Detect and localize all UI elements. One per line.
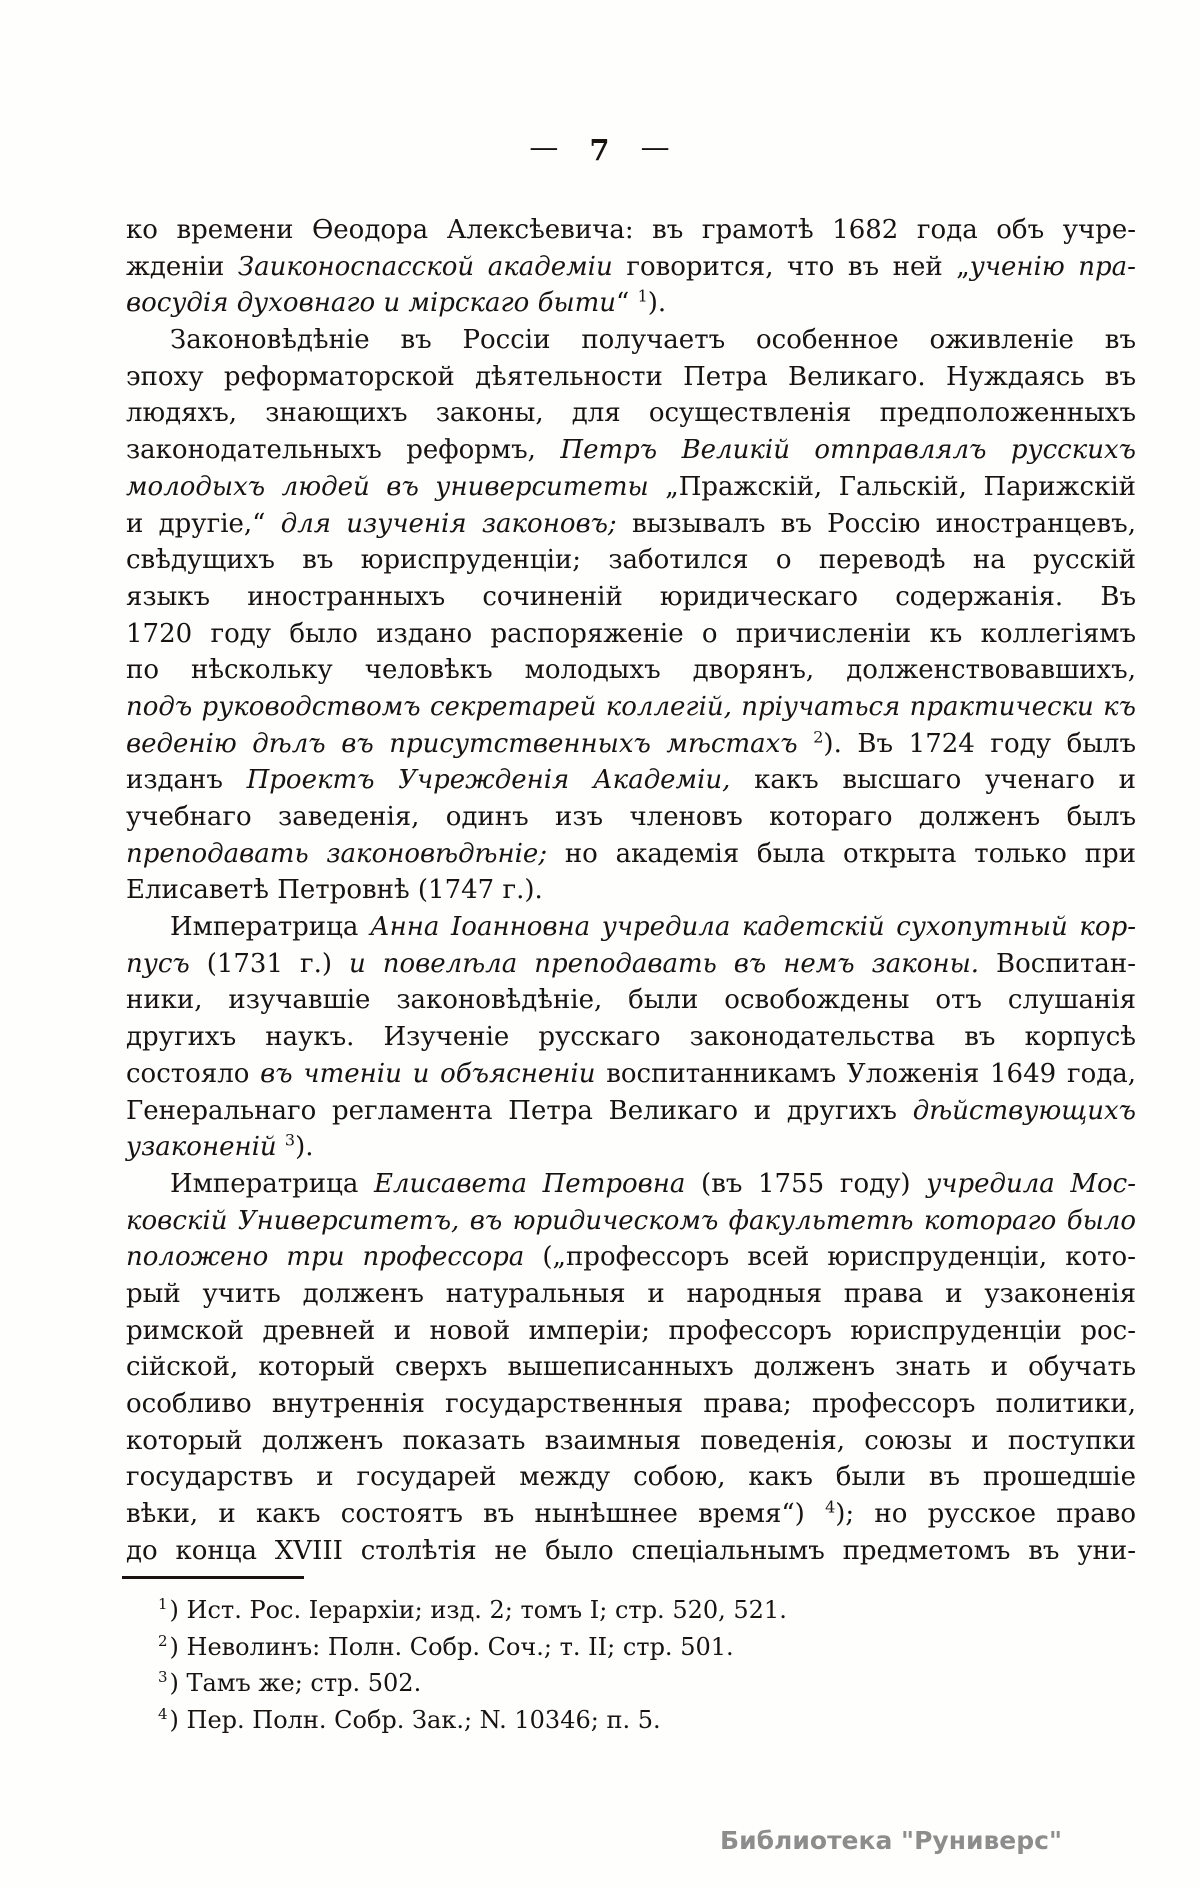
text-line: Императрица Анна Іоанновна учредила кадетскій сухопутный кор- xyxy=(170,912,1136,943)
footnote-text: ) Тамъ же; стр. 502. xyxy=(169,1669,422,1698)
text-line: Законовѣдѣніе въ Россіи получаетъ особенное оживленіе въ xyxy=(170,325,1136,356)
footnote xyxy=(126,1665,1136,1702)
page-number xyxy=(0,130,1200,167)
text-line: по нѣскольку человѣкъ молодыхъ дворянъ, долженствовавшихъ, xyxy=(126,655,1136,686)
text-line: особливо внутреннія государственныя права; профессоръ политики, xyxy=(126,1389,1136,1419)
footnote-mark: 4 xyxy=(158,1704,168,1723)
text-line: ко времени Ѳеодора Алексѣевича: въ грамотѣ 1682 года объ учре- xyxy=(126,215,1136,245)
text-line: до конца XVIII столѣтія не было спеціальнымъ предметомъ въ уни- xyxy=(126,1535,1136,1566)
page-number-dash-right: — xyxy=(640,130,671,164)
text-line: другихъ наукъ. Изученіе русскаго законодательства въ корпусѣ xyxy=(126,1022,1136,1053)
text-line: молодыхъ людей въ университеты „Пражскій, Гальскій, Парижскій xyxy=(126,471,1136,502)
footnote-separator xyxy=(122,1576,304,1579)
text-line: людяхъ, знающихъ законы, для осуществленія предположенныхъ xyxy=(126,398,1136,429)
text-line: который долженъ показать взаимныя поведенія, союзы и поступки xyxy=(126,1425,1136,1456)
footnote xyxy=(126,1629,1136,1666)
text-line: Генеральнаго регламента Петра Великаго и другихъ дѣйствующихъ xyxy=(126,1095,1136,1126)
footnote-ref: 4 xyxy=(825,1497,836,1517)
text-line: 1720 году было издано распоряженіе о причисленіи къ коллегіямъ xyxy=(126,618,1136,649)
footnote-mark: 3 xyxy=(158,1668,168,1687)
text-line: восудія духовнаго и мірскаго быти“ $^1$). xyxy=(126,286,667,319)
footnote-ref: 3 xyxy=(284,1130,296,1150)
text-line: преподавать законовѣдѣніе; но академія была открыта только при xyxy=(126,838,1136,869)
footnote-text: ) Неволинъ: Полн. Собр. Соч.; т. II; стр. 501. xyxy=(169,1632,734,1661)
text-line: веденію дѣлъ въ присутственныхъ мѣстахъ $^2$). Въ 1724 году былъ xyxy=(126,726,1136,759)
text-line: законодательныхъ реформъ, Петръ Великій отправлялъ русскихъ xyxy=(126,435,1136,466)
text-line: узаконеній $^3$). xyxy=(126,1130,314,1163)
footnote-ref: 1 xyxy=(637,286,648,306)
text-line: учебнаго заведенія, одинъ изъ членовъ котораго долженъ былъ xyxy=(126,802,1136,832)
text-line: вѣки, и какъ состоятъ въ нынѣшнее время“) $^4$); но русское право xyxy=(126,1497,1136,1530)
text-line: сійской, который сверхъ вышеписанныхъ долженъ знать и обучать xyxy=(126,1352,1136,1383)
text-line: ники, изучавшіе законовѣдѣніе, были освобождены отъ слушанія xyxy=(126,985,1136,1016)
text-line: жденіи Заиконоспасской академіи говорится, что въ ней „ученію пра- xyxy=(126,251,1136,282)
text-line: и другіе,“ для изученія законовъ; вызывалъ въ Россію иностранцевъ, xyxy=(126,508,1136,539)
text-line: рый учить долженъ натуральныя и народныя права и узаконенія xyxy=(126,1278,1136,1309)
text-line: римской древней и новой имперіи; профессоръ юриспруденціи рос- xyxy=(126,1315,1136,1346)
text-line: свѣдущихъ въ юриспруденціи; заботился о переводѣ на русскій xyxy=(126,545,1136,576)
page-number-value: 7 xyxy=(589,133,611,167)
footnote-mark: 1 xyxy=(158,1595,168,1613)
text-line: Императрица Елисавета Петровна (въ 1755 году) учредила Мос- xyxy=(170,1168,1137,1199)
text-line: языкъ иностранныхъ сочиненій юридическаго содержанія. Въ xyxy=(126,581,1136,612)
footnote-text: ) Пер. Полн. Собр. Зак.; N. 10346; п. 5. xyxy=(169,1705,661,1734)
body-text xyxy=(126,212,1136,1569)
footnote xyxy=(126,1592,1136,1629)
footnote-mark: 2 xyxy=(158,1631,168,1650)
text-line: положено три профессора („профессоръ всей юриспруденціи, кото- xyxy=(126,1242,1136,1273)
text-line: состояло въ чтеніи и объясненіи воспитанникамъ Уложенія 1649 года, xyxy=(126,1058,1136,1089)
footnote-ref: 2 xyxy=(813,726,824,746)
page-number-dash-left: — xyxy=(529,130,560,164)
footnote xyxy=(126,1702,1136,1739)
text-line: пусъ (1731 г.) и повелѣла преподавать въ немъ законы. Воспитан- xyxy=(126,948,1136,979)
text-line: эпоху реформаторской дѣятельности Петра Великаго. Нуждаясь въ xyxy=(126,361,1136,392)
library-watermark: Библиотека "Руниверс" xyxy=(720,1826,1062,1855)
text-line: государствъ и государей между собою, какъ были въ прошедшіе xyxy=(126,1462,1136,1493)
footnote-text: ) Ист. Рос. Іерархіи; изд. 2; томъ I; стр. 520, 521. xyxy=(169,1596,787,1624)
text-line: ковскій Университетъ, въ юридическомъ факультетѣ котораго было xyxy=(126,1205,1136,1236)
footnotes xyxy=(126,1592,1136,1738)
text-line: Елисаветѣ Петровнѣ (1747 г.). xyxy=(126,875,543,906)
text-line: подъ руководствомъ секретарей коллегій, пріучаться практически къ xyxy=(126,691,1136,722)
text-line: изданъ Проектъ Учрежденія Академіи, какъ высшаго ученаго и xyxy=(126,765,1136,796)
